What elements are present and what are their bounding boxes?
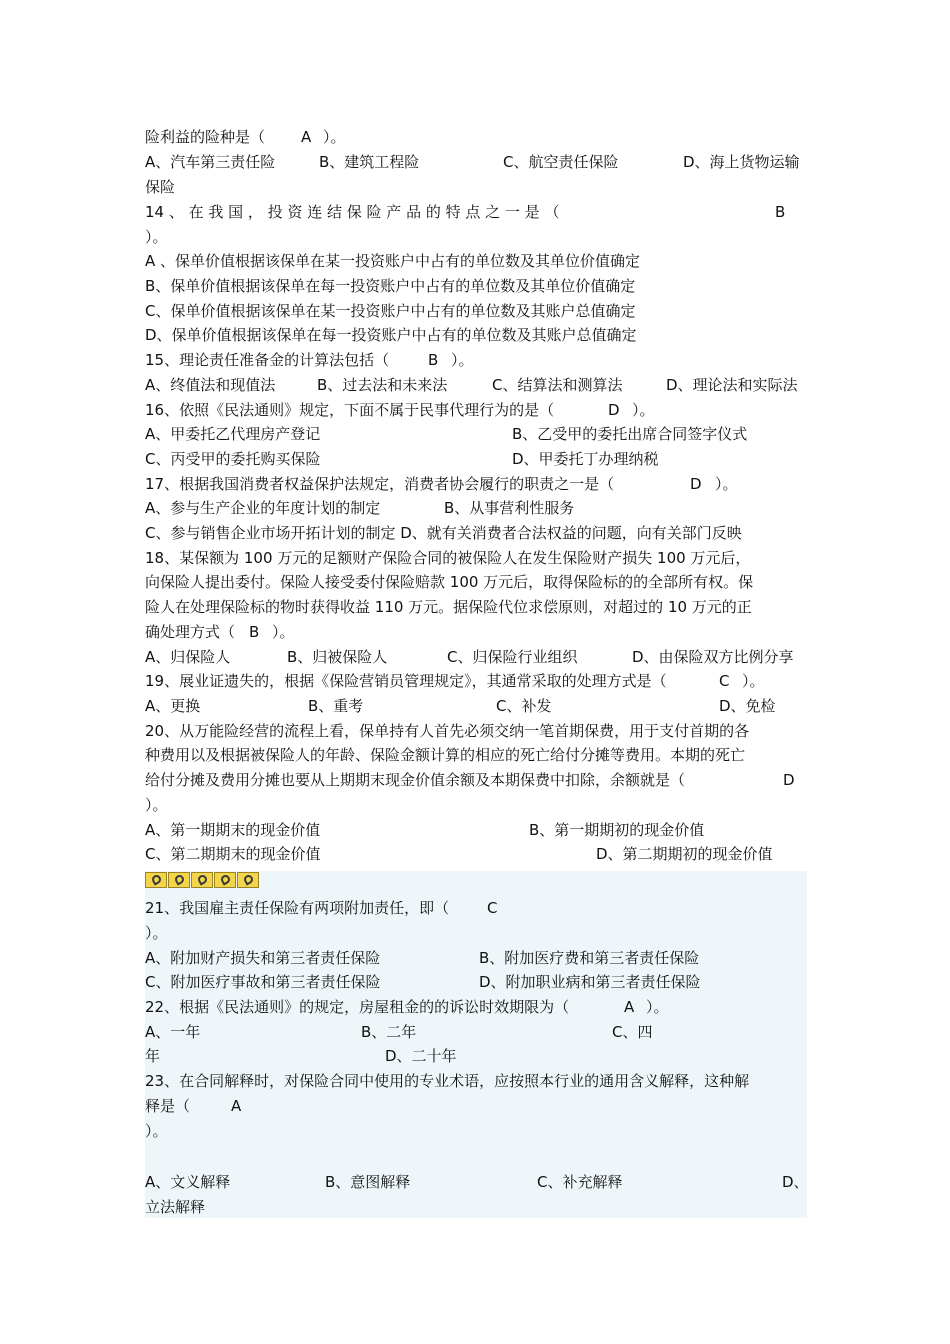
text-fragment: B、二年 [361, 1023, 417, 1041]
text-line [145, 793, 807, 818]
text-line [145, 1119, 807, 1144]
note-icon [237, 872, 259, 888]
text-fragment: ）。 [323, 128, 346, 146]
text-line [145, 398, 807, 423]
text-fragment: B、建筑工程险 [319, 153, 420, 171]
text-fragment: B、重考 [308, 697, 364, 715]
text-fragment: ）。 [145, 1122, 168, 1140]
text-fragment: A [624, 998, 635, 1016]
text-fragment: D、二十年 [385, 1047, 457, 1065]
text-line [145, 896, 807, 921]
text-line [145, 921, 807, 946]
text-line [145, 995, 807, 1020]
text-fragment: D、海上货物运输 [683, 153, 800, 171]
text-line [145, 225, 807, 250]
text-fragment: B、乙受甲的委托出席合同签字仪式 [512, 425, 748, 443]
text-fragment: D、保单价值根据该保单在每一投资账户中占有的单位数及其账户总值确定 [145, 326, 637, 344]
text-fragment: 19、展业证遗失的，根据《保险营销员管理规定》，其通常采取的处理方式是（ [145, 672, 667, 690]
text-line [145, 150, 807, 175]
text-fragment: 20、从万能险经营的流程上看，保单持有人首先必须交纳一笔首期保费，用于支付首期的各 [145, 722, 750, 740]
text-fragment: B、第一期期初的现金价值 [529, 821, 705, 839]
text-line [145, 447, 807, 472]
text-fragment: 释是（ [145, 1097, 191, 1115]
text-fragment: A、终值法和现值法 [145, 376, 276, 394]
text-line [145, 1020, 807, 1045]
text-line [145, 1069, 807, 1094]
text-line [145, 274, 807, 299]
text-fragment: ）。 [451, 351, 474, 369]
text-fragment: A [231, 1097, 242, 1115]
text-line [145, 669, 807, 694]
text-fragment: B、归被保险人 [287, 648, 388, 666]
text-fragment: A、参与生产企业的年度计划的制定 [145, 499, 381, 517]
text-fragment: D、由保险双方比例分享 [632, 648, 794, 666]
text-fragment: 立法解释 [145, 1198, 206, 1216]
text-fragment: ）。 [646, 998, 669, 1016]
text-fragment: C、附加医疗事故和第三者责任保险 [145, 973, 381, 991]
text-fragment: C、参与销售企业市场开拓计划的制定 D、就有关消费者合法权益的问题，向有关部门反映 [145, 524, 742, 542]
text-fragment: ）。 [145, 228, 168, 246]
text-fragment: 给付分摊及费用分摊也要从上期期末现金价值余额及本期保费中扣除，余额就是（ [145, 771, 686, 789]
text-fragment: D [608, 401, 620, 419]
text-line [145, 694, 807, 719]
text-fragment: 保险 [145, 178, 176, 196]
text-line [145, 373, 807, 398]
text-line [145, 743, 807, 768]
text-line [145, 323, 807, 348]
note-icon [168, 872, 190, 888]
text-fragment: ）。 [145, 924, 168, 942]
text-fragment: A、第一期期末的现金价值 [145, 821, 321, 839]
text-fragment: C、第二期期末的现金价值 [145, 845, 321, 863]
text-fragment: ）。 [632, 401, 655, 419]
text-fragment: A、汽车第三责任险 [145, 153, 276, 171]
text-line [145, 719, 807, 744]
text-fragment: C、结算法和测算法 [492, 376, 623, 394]
text-line [145, 1170, 807, 1195]
text-fragment: B [775, 203, 786, 221]
text-fragment: C、丙受甲的委托购买保险 [145, 450, 321, 468]
text-fragment: 23、在合同解释时，对保险合同中使用的专业术语，应按照本行业的通用含义解释，这种解 [145, 1072, 750, 1090]
icon-strip [145, 872, 259, 889]
text-fragment: C、补充解释 [537, 1173, 623, 1191]
text-fragment: C [487, 899, 498, 917]
text-fragment: 14 、 在 我 国 ， 投 资 连 结 保 险 产 品 的 特 点 之 一 是 （ [145, 203, 560, 221]
text-fragment: B、保单价值根据该保单在每一投资账户中占有的单位数及其单位价值确定 [145, 277, 636, 295]
text-fragment: C、补发 [496, 697, 552, 715]
text-fragment: ）。 [742, 672, 765, 690]
text-fragment: A [301, 128, 312, 146]
text-fragment: D、免检 [719, 697, 776, 715]
text-fragment: 确处理方式（ [145, 623, 236, 641]
text-line [145, 249, 807, 274]
text-fragment: 21、我国雇主责任保险有两项附加责任，即（ [145, 899, 450, 917]
text-fragment: D [690, 475, 702, 493]
text-fragment: C、四 [612, 1023, 653, 1041]
text-line [145, 1094, 807, 1119]
text-fragment: 险利益的险种是（ [145, 128, 266, 146]
text-line [145, 200, 807, 225]
text-fragment: ）。 [145, 796, 168, 814]
text-fragment: 向保险人提出委付。保险人接受委付保险赔款 100 万元后，取得保险标的的全部所有权。保 [145, 573, 754, 591]
text-fragment: D、第二期期初的现金价值 [596, 845, 773, 863]
text-line [145, 570, 807, 595]
text-fragment: ）。 [715, 475, 738, 493]
text-line [145, 645, 807, 670]
text-line [145, 422, 807, 447]
text-line [145, 348, 807, 373]
text-fragment: ）。 [272, 623, 295, 641]
text-line [145, 620, 807, 645]
text-fragment: D、 [782, 1173, 809, 1191]
text-line [145, 496, 807, 521]
text-fragment: A、更换 [145, 697, 201, 715]
text-fragment: D、理论法和实际法 [666, 376, 798, 394]
text-fragment: B、意图解释 [325, 1173, 411, 1191]
text-fragment: A、附加财产损失和第三者责任保险 [145, 949, 381, 967]
text-fragment: C、归保险行业组织 [447, 648, 578, 666]
text-fragment: B [249, 623, 260, 641]
text-line [145, 521, 807, 546]
text-fragment: 18、某保额为 100 万元的足额财产保险合同的被保险人在发生保险财产损失 100 万元后， [145, 549, 751, 567]
text-fragment: 种费用以及根据被保险人的年龄、保险金额计算的相应的死亡给付分摊等费用。本期的死亡 [145, 746, 746, 764]
text-fragment: 15、理论责任准备金的计算法包括（ [145, 351, 390, 369]
text-fragment: B、从事营利性服务 [444, 499, 575, 517]
text-fragment: A、文义解释 [145, 1173, 231, 1191]
text-line [145, 299, 807, 324]
text-line [145, 946, 807, 971]
text-fragment: 16、依照《民法通则》规定，下面不属于民事代理行为的是（ [145, 401, 555, 419]
text-line [145, 1044, 807, 1069]
text-fragment: C、航空责任保险 [503, 153, 619, 171]
text-line [145, 125, 807, 150]
text-fragment: A、一年 [145, 1023, 201, 1041]
text-line [145, 595, 807, 620]
note-icon [145, 872, 167, 888]
text-fragment: D、附加职业病和第三者责任保险 [479, 973, 701, 991]
text-fragment: B [428, 351, 439, 369]
text-fragment: 17、根据我国消费者权益保护法规定，消费者协会履行的职责之一是（ [145, 475, 615, 493]
text-fragment: 22、根据《民法通则》的规定，房屋租金的的诉讼时效期限为（ [145, 998, 570, 1016]
text-line [145, 768, 807, 793]
text-line [145, 472, 807, 497]
text-line [145, 175, 807, 200]
text-fragment: D [783, 771, 795, 789]
text-line [145, 1195, 807, 1220]
text-fragment: A、归保险人 [145, 648, 231, 666]
text-fragment: A 、保单价值根据该保单在某一投资账户中占有的单位数及其单位价值确定 [145, 252, 641, 270]
text-fragment: B、附加医疗费和第三者责任保险 [479, 949, 700, 967]
note-icon [214, 872, 236, 888]
text-line [145, 970, 807, 995]
text-line [145, 818, 807, 843]
text-fragment: 险人在处理保险标的物时获得收益 110 万元。据保险代位求偿原则，对超过的 10 万元的正 [145, 598, 752, 616]
text-line [145, 842, 807, 867]
text-fragment: C、保单价值根据该保单在某一投资账户中占有的单位数及其账户总值确定 [145, 302, 636, 320]
text-fragment: A、甲委托乙代理房产登记 [145, 425, 321, 443]
text-fragment: 年 [145, 1047, 161, 1065]
note-icon [191, 872, 213, 888]
text-fragment: D、甲委托丁办理纳税 [512, 450, 659, 468]
text-line [145, 546, 807, 571]
text-fragment: B、过去法和未来法 [317, 376, 448, 394]
text-fragment: C [719, 672, 730, 690]
